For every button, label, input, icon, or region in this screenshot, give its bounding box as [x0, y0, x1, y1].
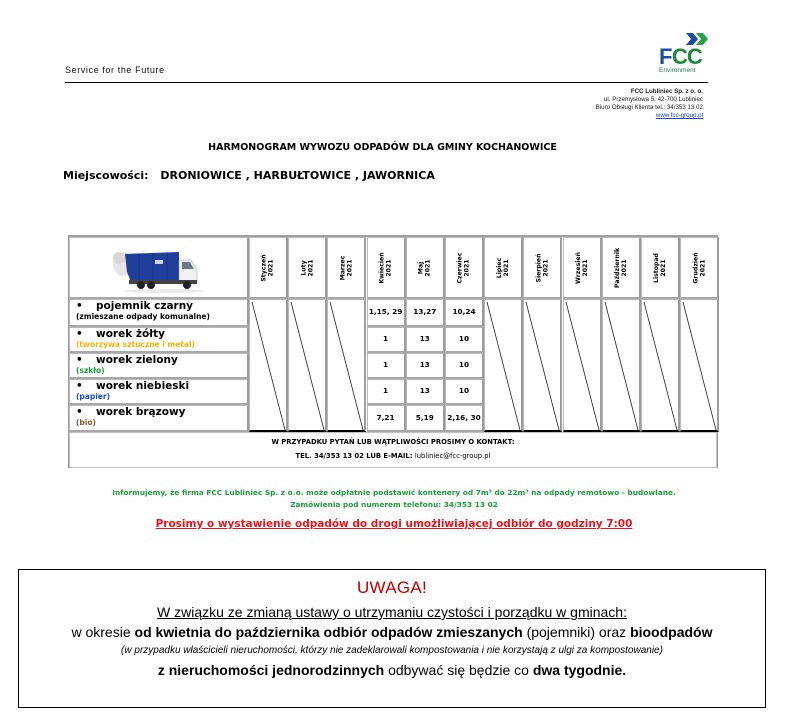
uwaga-line-4-bold: dwa tygodnie. [532, 662, 627, 678]
pickup-dates-cell [406, 299, 445, 327]
month-year: 2021 [267, 258, 275, 277]
fcc-logo [656, 31, 714, 79]
tagline: Service for the Future [65, 65, 165, 75]
month-header-10 [641, 237, 680, 299]
containers-info: Informujemy, że firma FCC Lubliniec Sp. z o.o. może odpłatnie podstawić kontenery od 7m³ do 22m³ na odpady remotowo - budowlane. [112, 488, 676, 497]
pickup-dates: 2,16, 30 [447, 412, 481, 422]
waste-type-label: worek brązowy [96, 406, 186, 418]
contact-phone: TEL. 34/353 13 02 LUB E-MAIL: [295, 452, 415, 460]
pickup-dates: 5,19 [415, 412, 434, 422]
pickup-dates-cell [445, 327, 484, 353]
contact-line-1: W PRZYPADKU PYTAŃ LUB WĄTPLIWOŚCI PROSIMY O KONTAKT: [271, 438, 515, 446]
month-year: 2021 [307, 258, 315, 277]
strike-diagonal-icon [485, 300, 523, 432]
logo-caption: Environment [659, 67, 696, 74]
no-pickup-cell [523, 299, 562, 432]
contact-email-link[interactable]: lubliniec@fcc-group.pl [414, 452, 491, 460]
no-pickup-cell [327, 299, 366, 432]
garbage-truck-icon [109, 242, 209, 294]
waste-type-description: (papier) [76, 392, 111, 401]
month-label [496, 257, 510, 277]
month-label [575, 252, 589, 284]
pickup-dates: 13,27 [413, 307, 437, 317]
pickup-dates-cell [445, 299, 484, 327]
pickup-dates-cell [367, 405, 406, 432]
waste-type-row [69, 405, 249, 432]
waste-type-name [76, 329, 247, 340]
truck-header-cell [69, 237, 249, 299]
uwaga-line-4 [19, 662, 765, 678]
pickup-dates: 13 [419, 334, 430, 344]
strike-diagonal-icon [328, 300, 366, 432]
uwaga-line-4-text: odbywać się będzie co [384, 662, 533, 678]
pickup-dates-cell [406, 405, 445, 432]
month-name: Marzec [339, 255, 347, 280]
month-year: 2021 [503, 258, 511, 277]
month-name: Listopad [653, 252, 660, 283]
month-year: 2021 [542, 258, 550, 277]
schedule-table [68, 235, 718, 468]
waste-type-name [76, 355, 247, 366]
waste-type-label: pojemnik czarny [96, 300, 194, 312]
waste-type-label: worek zielony [96, 354, 178, 366]
no-pickup-cell [484, 299, 523, 432]
month-header-4 [406, 237, 445, 299]
bullet-icon: • [76, 354, 83, 366]
no-pickup-cell [641, 299, 680, 432]
pickup-dates-cell [445, 379, 484, 405]
uwaga-line-2-bold: bioodpadów [630, 624, 713, 640]
waste-type-label: worek żółty [96, 328, 165, 340]
uwaga-line-2-text: w okresie [71, 624, 135, 640]
pickup-dates: 1 [383, 360, 389, 370]
month-header-5 [445, 237, 484, 299]
no-pickup-cell [563, 299, 602, 432]
month-label [339, 255, 353, 280]
pickup-dates: 1 [383, 386, 389, 396]
no-pickup-cell [288, 299, 327, 432]
bullet-icon: • [76, 300, 83, 312]
month-label [692, 252, 706, 283]
waste-type-name [76, 407, 247, 418]
strike-diagonal-icon [524, 300, 562, 432]
contact-cell [69, 432, 717, 468]
uwaga-line-4-bold: z nieruchomości jednorodzinnych [157, 662, 385, 678]
svg-text:CC: CC [672, 44, 702, 67]
month-year: 2021 [581, 258, 589, 277]
pickup-dates: 1,15, 29 [368, 307, 403, 317]
pickup-dates-cell [406, 327, 445, 353]
svg-text:F: F [659, 44, 672, 67]
month-header-1 [288, 237, 327, 299]
month-name: Wrzesień [574, 251, 582, 284]
month-label [379, 252, 393, 283]
locations-value: DRONIOWICE , HARBUŁTOWICE , JAWORNICA [160, 169, 435, 182]
waste-type-label: worek niebieski [96, 380, 190, 392]
month-year: 2021 [660, 258, 667, 277]
pickup-dates-cell [367, 327, 406, 353]
pickup-dates: 13 [419, 386, 430, 396]
month-header-9 [602, 237, 641, 299]
month-name: Luty [300, 259, 308, 276]
waste-type-name [76, 301, 247, 312]
month-name: Kwiecień [378, 251, 386, 284]
pickup-dates-cell [367, 379, 406, 405]
company-address [596, 88, 703, 120]
no-pickup-cell [602, 299, 641, 432]
month-name: Sierpień [535, 253, 543, 282]
pickup-dates: 10 [458, 334, 470, 344]
pickup-dates: 10,24 [452, 307, 476, 317]
month-year: 2021 [346, 258, 354, 277]
document-title: HARMONOGRAM WYWOZU ODPADÓW DLA GMINY KOCHANOWICE [208, 142, 557, 153]
uwaga-line-1: W związku ze zmianą ustawy o utrzymaniu czystości i porządku w gminach: [157, 604, 627, 620]
contact-line-2 [70, 452, 716, 460]
company-name: FCC Lubliniec Sp. z o. o. [630, 88, 703, 95]
bullet-icon: • [76, 406, 83, 418]
waste-type-description: (bio) [76, 418, 96, 427]
pickup-dates-cell [406, 353, 445, 379]
locations-line [63, 169, 435, 182]
waste-type-row [69, 327, 249, 353]
waste-type-name [76, 381, 247, 392]
month-name: Grudzień [692, 251, 700, 284]
no-pickup-cell [680, 299, 719, 432]
month-label [614, 247, 628, 287]
month-name: Styczeń [260, 253, 268, 282]
uwaga-line-2-bold: od kwietnia do października odbiór odpadów zmieszanych [134, 624, 523, 640]
month-year: 2021 [699, 258, 707, 277]
header-divider [65, 82, 708, 83]
pickup-dates-cell [367, 353, 406, 379]
pickup-dates: 10 [458, 386, 470, 396]
month-name: Październik [613, 247, 621, 288]
uwaga-line-2 [19, 624, 765, 640]
waste-type-description: (tworzywa sztuczne i metal) [76, 340, 195, 349]
month-name: Czerwiec [457, 251, 464, 284]
pickup-time-notice: Prosimy o wystawienie odpadów do drogi umożliwiającej odbiór do godziny 7:00 [155, 518, 633, 530]
strike-diagonal-icon [681, 300, 719, 432]
month-header-7 [523, 237, 562, 299]
pickup-dates: 10 [458, 360, 470, 370]
pickup-dates: 1 [383, 334, 389, 344]
uwaga-title: UWAGA! [356, 578, 428, 597]
no-pickup-cell [249, 299, 288, 432]
month-header-0 [249, 237, 288, 299]
month-year: 2021 [385, 258, 393, 277]
month-name: Lipiec [496, 257, 504, 278]
waste-type-description: (szkło) [76, 366, 105, 375]
company-phone: Biuro Obsługi Klienta tel.: 34/353 13 02 [595, 104, 703, 111]
bullet-icon: • [76, 380, 83, 392]
month-label [418, 259, 432, 276]
strike-diagonal-icon [289, 300, 327, 432]
month-label [653, 253, 667, 283]
month-name: Maj [417, 261, 425, 274]
strike-diagonal-icon [250, 300, 288, 432]
pickup-dates-cell [445, 405, 484, 432]
pickup-dates-cell [367, 299, 406, 327]
pickup-dates: 13 [419, 360, 430, 370]
month-header-11 [680, 237, 719, 299]
month-label [261, 254, 275, 281]
month-year: 2021 [464, 258, 471, 277]
month-label [457, 252, 471, 283]
uwaga-notice-box [18, 569, 766, 708]
company-website-link[interactable]: www.fcc-group.pl [655, 112, 703, 119]
locations-label: Miejscowości: [63, 169, 149, 182]
orders-phone-info: Zamówienia pod numerem telefonu: 34/353 13 02 [290, 500, 498, 509]
pickup-dates-cell [406, 379, 445, 405]
month-header-6 [484, 237, 523, 299]
waste-type-row [69, 299, 249, 327]
uwaga-line-3: (w przypadku właścicieli nieruchomości, którzy nie zadeklarowali kompostowania i nie korzystają z ulgi za kompostowanie) [121, 645, 663, 656]
month-header-2 [327, 237, 366, 299]
month-header-8 [563, 237, 602, 299]
company-street: ul. Przemysłowa 5, 42-700 Lubliniec [603, 96, 703, 103]
fcc-logo-icon [656, 31, 714, 67]
month-header-3 [367, 237, 406, 299]
month-label [535, 253, 549, 282]
waste-type-row [69, 353, 249, 379]
strike-diagonal-icon [603, 300, 641, 432]
pickup-dates-cell [445, 353, 484, 379]
pickup-dates: 7,21 [376, 412, 395, 422]
waste-type-row [69, 379, 249, 405]
month-year: 2021 [620, 258, 628, 277]
month-year: 2021 [424, 258, 432, 277]
uwaga-line-2-text: (pojemniki) oraz [522, 624, 631, 640]
strike-diagonal-icon [564, 300, 602, 432]
waste-type-description: (zmieszane odpady komunalne) [76, 312, 210, 321]
strike-diagonal-icon [642, 300, 680, 432]
month-label [300, 259, 314, 276]
bullet-icon: • [76, 328, 83, 340]
